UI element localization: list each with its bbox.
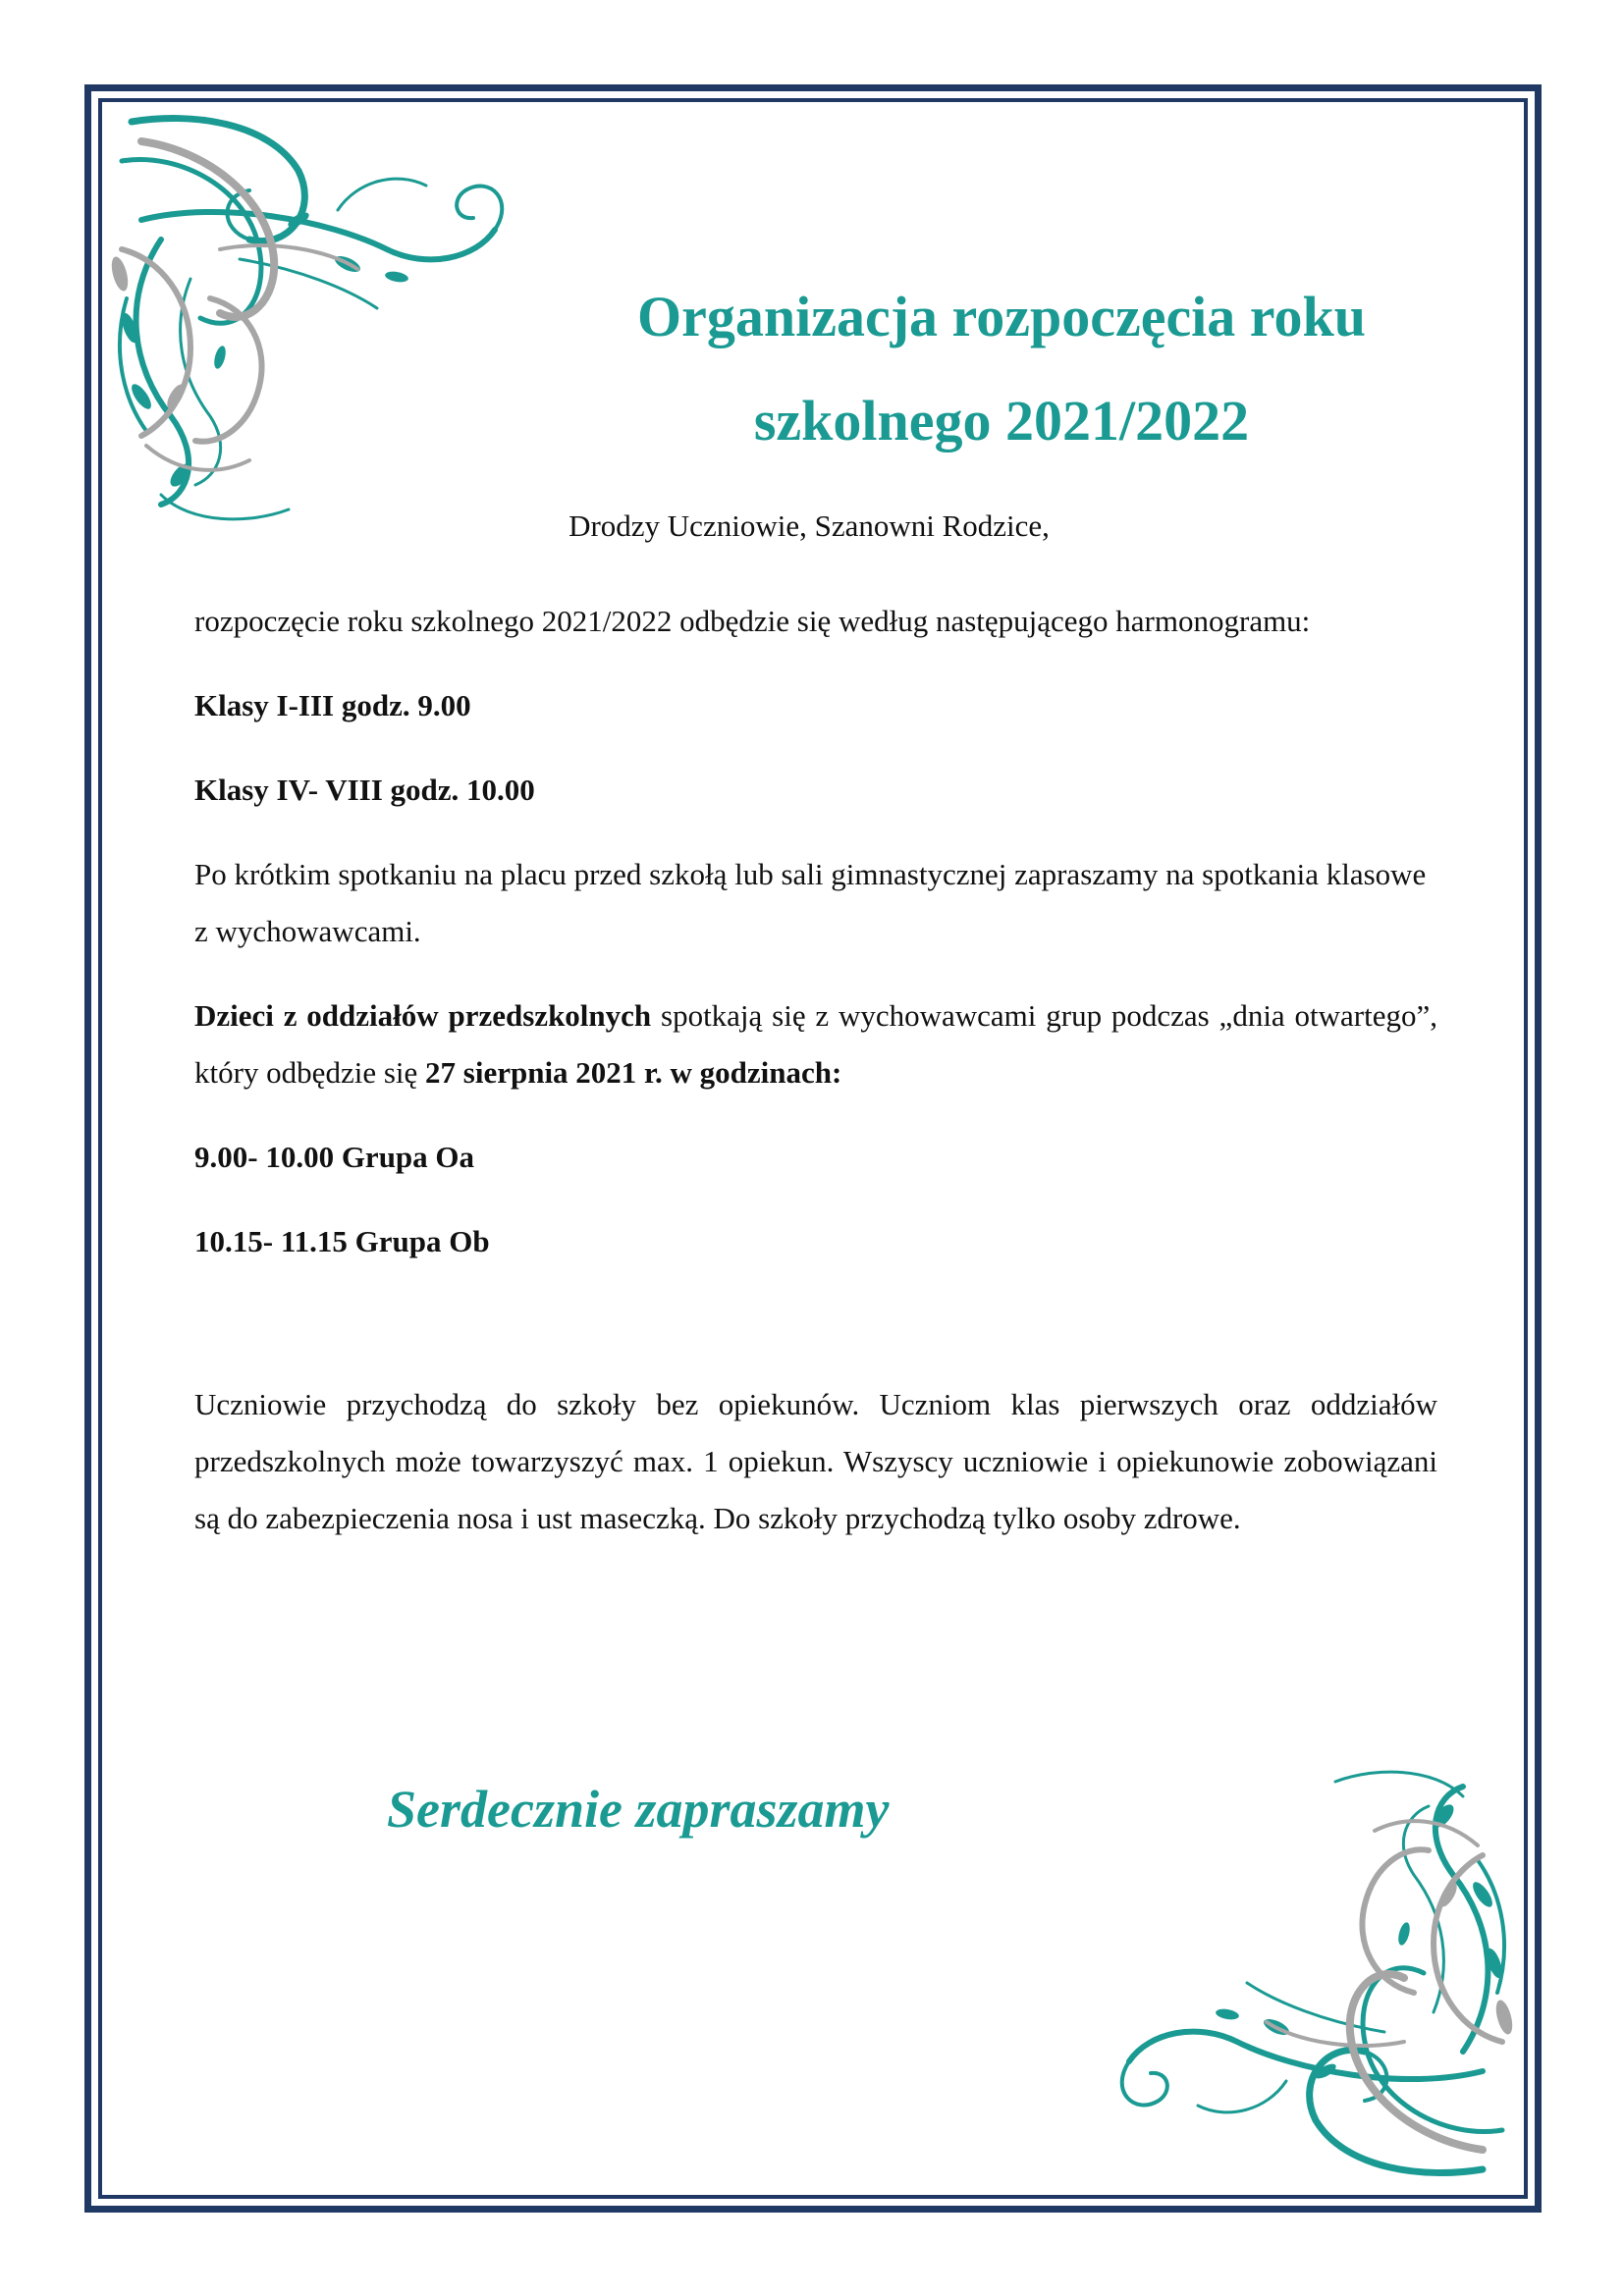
group-item-ob	[194, 1213, 1437, 1270]
group-item-oa	[194, 1129, 1437, 1186]
schedule-item-label: Klasy I-III godz. 9.00	[194, 688, 471, 722]
schedule-item-grades-4-8	[194, 762, 1437, 819]
intro-paragraph: rozpoczęcie roku szkolnego 2021/2022 odbędzie się według następującego harmonogramu:	[194, 604, 1311, 638]
preschool-bold-start: Dzieci z oddziałów przedszkolnych	[194, 998, 652, 1033]
after-meeting-paragraph: Po krótkim spotkaniu na placu przed szkołą lub sali gimnastycznej zapraszamy na spotkania klasowe z wychowawcami.	[194, 857, 1427, 948]
preschool-text: spotkają się z wychowawcami grup podczas „dnia otwartego”, który odbędzie się	[194, 998, 1437, 1090]
greeting	[0, 507, 1624, 546]
schedule-item-grades-1-3	[194, 677, 1437, 734]
floral-corner-bottom-right-icon	[1021, 1757, 1524, 2189]
greeting-text: Drodzy Uczniowie, Szanowni Rodzice,	[568, 508, 1050, 543]
rules-paragraph: Uczniowie przychodzą do szkoły bez opiekunów. Uczniom klas pierwszych oraz oddziałów przedszkolnych może towarzyszyć max. 1 opiekun. Wszyscy uczniowie i opiekunowie zobowiązani są do zabezpieczenia nosa i ust maseczką. Do szkoły przychodzą tylko osoby zdrowe.	[194, 1387, 1437, 1535]
preschool-paragraph	[194, 988, 1437, 1101]
page-title	[550, 265, 1453, 473]
floral-corner-top-left-icon	[102, 102, 564, 534]
group-item-label: 10.15- 11.15 Grupa Ob	[194, 1224, 490, 1258]
schedule-item-label: Klasy IV- VIII godz. 10.00	[194, 773, 535, 807]
preschool-bold-end: 27 sierpnia 2021 r. w godzinach:	[425, 1055, 842, 1090]
page-title-line-2: szkolnego 2021/2022	[753, 389, 1250, 453]
page-title-line-1: Organizacja rozpoczęcia roku	[636, 285, 1367, 348]
group-item-label: 9.00- 10.00 Grupa Oa	[194, 1140, 475, 1174]
closing-invitation: Serdecznie zapraszamy	[387, 1780, 890, 1839]
